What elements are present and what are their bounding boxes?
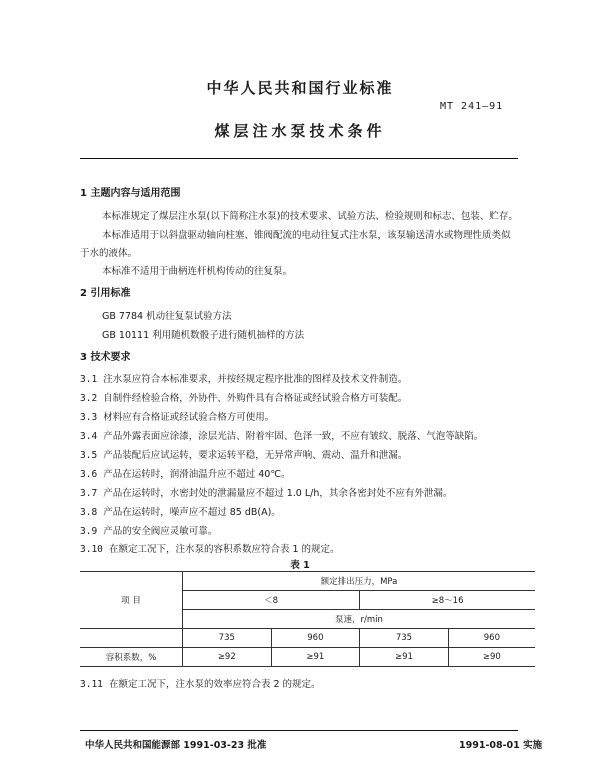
requirement-item xyxy=(80,447,407,461)
table-row-label: 容积系数，% xyxy=(80,648,183,667)
requirement-text: 自制件经检验合格，外协件、外购件具有合格证或经试验合格方可装配。 xyxy=(103,393,408,404)
table-speed-cell: 960 xyxy=(448,629,535,648)
section-1-paragraph-2: 本标准适用于以斜盘驱动轴向柱塞、锥阀配流的电动往复式注水泵，该泵输送清水或物理性质类似 xyxy=(102,230,511,241)
standard-code: MT 241—91 xyxy=(440,101,504,112)
requirement-number: 3.3 xyxy=(80,412,98,423)
section-1-paragraph-3: 本标准不适用于曲柄连杆机构传动的往复泵。 xyxy=(102,266,293,277)
implementation-date: 1991-08-01 实施 xyxy=(459,740,543,751)
requirement-text: 在额定工况下，注水泵的效率应符合表 2 的规定。 xyxy=(108,679,321,690)
issuing-authority: 中华人民共和国行业标准 xyxy=(206,79,394,97)
requirement-item xyxy=(80,523,217,537)
table-pressure-range-low: ＜8 xyxy=(183,591,360,610)
table-speed-cell: 735 xyxy=(360,629,449,648)
requirement-number: 3.1 xyxy=(80,374,98,385)
table-speed-cell: 735 xyxy=(183,629,272,648)
requirement-text: 产品外露表面应涂漆，涂层光洁、附着牢固、色泽一致，不应有皱纹、脱落、气泡等缺陷。 xyxy=(103,431,484,442)
requirement-text: 材料应有合格证或经试验合格方可使用。 xyxy=(103,412,275,423)
document-title: 煤层注水泵技术条件 xyxy=(214,122,386,140)
requirement-item xyxy=(80,409,274,423)
requirement-text: 产品在运转时，润滑油温升应不超过 40℃。 xyxy=(103,469,291,480)
approval-info: 中华人民共和国能源部 1991-03-23 批准 xyxy=(85,740,267,751)
requirement-number: 3.10 xyxy=(80,544,103,555)
requirement-number: 3.9 xyxy=(80,526,98,537)
requirement-number: 3.7 xyxy=(80,488,98,499)
requirement-number: 3.6 xyxy=(80,469,98,480)
table-value-cell: ≥91 xyxy=(271,648,360,667)
footer-rule xyxy=(80,730,518,731)
table-value-cell: ≥92 xyxy=(183,648,272,667)
requirement-item xyxy=(80,485,452,499)
requirement-item xyxy=(80,466,291,480)
section-1-paragraph-1: 本标准规定了煤层注水泵(以下简称注水泵)的技术要求、试验方法、检验规则和标志、包装、贮存。 xyxy=(102,211,518,222)
table-speed-cell: 960 xyxy=(271,629,360,648)
table-pressure-header: 额定排出压力，MPa xyxy=(183,572,536,591)
section-2-heading: 2 引用标准 xyxy=(80,288,131,299)
requirement-text: 产品在运转时，噪声应不超过 85 dB(A)。 xyxy=(103,507,281,518)
requirement-number: 3.11 xyxy=(80,679,103,690)
table-blank-cell xyxy=(80,629,183,648)
requirement-text: 产品装配后应试运转，要求运转平稳，无异常声响、震动、温升和泄漏。 xyxy=(103,450,408,461)
section-1-heading: 1 主题内容与适用范围 xyxy=(80,188,181,199)
table-1 xyxy=(80,571,535,667)
table-speed-header: 泵速，r/min xyxy=(183,610,536,629)
requirement-number: 3.2 xyxy=(80,393,98,404)
reference-gb10111: GB 10111 利用随机数骰子进行随机抽样的方法 xyxy=(102,330,305,341)
requirement-item xyxy=(80,371,407,385)
requirement-number: 3.5 xyxy=(80,450,98,461)
header-rule xyxy=(80,158,518,159)
requirement-item xyxy=(80,676,321,690)
requirement-text: 在额定工况下，注水泵的容积系数应符合表 1 的规定。 xyxy=(108,544,340,555)
requirement-text: 注水泵应符合本标准要求，并按经规定程序批准的图样及技术文件制造。 xyxy=(103,374,408,385)
requirement-item xyxy=(80,390,407,404)
reference-gb7784: GB 7784 机动往复泵试验方法 xyxy=(102,311,232,322)
table-value-cell: ≥90 xyxy=(448,648,535,667)
section-1-paragraph-2-cont: 于水的液体。 xyxy=(80,248,138,259)
table-value-cell: ≥91 xyxy=(360,648,449,667)
requirement-item xyxy=(80,428,483,442)
table-1-caption: 表 1 xyxy=(290,560,310,571)
requirement-number: 3.8 xyxy=(80,507,98,518)
table-pressure-range-high: ≥8～16 xyxy=(360,591,535,610)
requirement-number: 3.4 xyxy=(80,431,98,442)
requirement-item xyxy=(80,541,340,555)
table-item-header: 项 目 xyxy=(80,572,183,629)
requirement-text: 产品在运转时，水密封处的泄漏量应不超过 1.0 L/h，其余各密封处不应有外泄漏。 xyxy=(103,488,453,499)
section-3-heading: 3 技术要求 xyxy=(80,352,131,363)
requirement-text: 产品的安全阀应灵敏可靠。 xyxy=(103,526,218,537)
requirement-item xyxy=(80,504,281,518)
